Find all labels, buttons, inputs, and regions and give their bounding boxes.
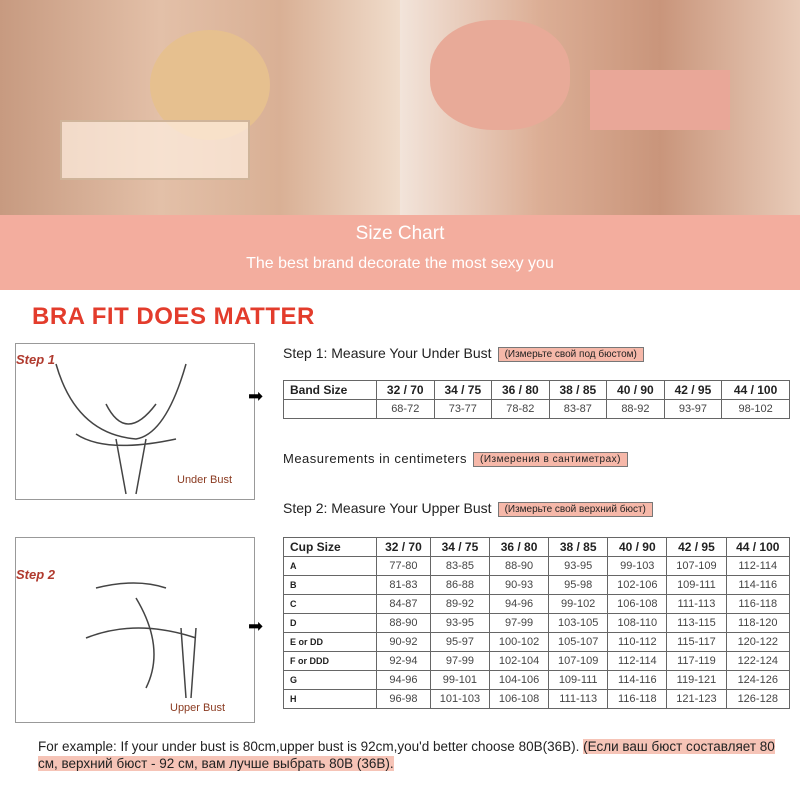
row-label-cell: B [284,576,377,595]
table-cell: 118-120 [726,614,790,633]
table-cell: 107-109 [549,652,608,671]
table-cell: 36 / 80 [492,381,550,400]
table-row [284,400,790,419]
table-cell: 98-102 [722,400,790,419]
table-cell: 114-116 [726,576,790,595]
table-header-row [284,381,790,400]
table-cell: 108-110 [608,614,667,633]
table-cell: 120-122 [726,633,790,652]
table-row [284,595,790,614]
table-cell: 99-102 [549,595,608,614]
table-cell: 112-114 [726,557,790,576]
table-cell: 93-97 [664,400,722,419]
table-cell: 83-85 [430,557,489,576]
table-cell: 93-95 [430,614,489,633]
table-cell: 113-115 [667,614,726,633]
table-cell: 111-113 [667,595,726,614]
table-cell: 116-118 [608,690,667,709]
table-cell: 107-109 [667,557,726,576]
units-note: Measurements in centimeters (Измерения в сантиметрах) [283,451,628,467]
table-cell: 93-95 [549,557,608,576]
table-cell: 34 / 75 [434,381,492,400]
table-cell: 89-92 [430,595,489,614]
table-row [284,671,790,690]
table-cell: 105-107 [549,633,608,652]
table-cell: 92-94 [377,652,431,671]
row-label-cell: H [284,690,377,709]
table-cell: 94-96 [490,595,549,614]
product-photo-back-pink-strap [400,0,800,215]
step1-label: Step 1 [16,352,56,367]
step2-caption: Upper Bust [170,702,226,714]
row-label-cell: D [284,614,377,633]
table-cell: 112-114 [608,652,667,671]
table-cell: 88-90 [490,557,549,576]
table-row [284,576,790,595]
table-cell: 106-108 [490,690,549,709]
table-cell: 116-118 [726,595,790,614]
table-header-row [284,538,790,557]
table-cell: 68-72 [377,400,435,419]
table-cell: 42 / 95 [667,538,726,557]
table-row [284,614,790,633]
table-cell: 109-111 [549,671,608,690]
table-cell: 44 / 100 [722,381,790,400]
step1-heading: Step 1: Measure Your Under Bust (Измерьте свой под бюстом) [283,345,644,362]
table-cell: 86-88 [430,576,489,595]
table-cell: 32 / 70 [377,538,431,557]
table-cell: 104-106 [490,671,549,690]
step2-heading: Step 2: Measure Your Upper Bust (Измерьте свой верхний бюст) [283,500,653,517]
table-cell: 88-92 [607,400,665,419]
table-cell: 40 / 90 [608,538,667,557]
table-cell: 102-104 [490,652,549,671]
arrow-right-icon: ➡ [248,616,264,636]
table-cell: 106-108 [608,595,667,614]
product-photo-back-clear-strap [0,0,400,215]
table-cell: 38 / 85 [549,381,607,400]
table-cell: 90-92 [377,633,431,652]
banner-subtitle: The best brand decorate the most sexy you [246,255,554,272]
banner-title: Size Chart [355,223,445,244]
row-label-cell: C [284,595,377,614]
row-label-cell: A [284,557,377,576]
table-cell: 109-111 [667,576,726,595]
arrow-right-icon: ➡ [248,386,264,406]
table-row [284,557,790,576]
table-cell: 36 / 80 [490,538,549,557]
table-cell: 34 / 75 [430,538,489,557]
table-cell: 44 / 100 [726,538,790,557]
table-cell: 97-99 [490,614,549,633]
step1-caption: Under Bust [177,474,233,486]
table-cell: 124-126 [726,671,790,690]
table-cell: 32 / 70 [377,381,435,400]
table-cell: 73-77 [434,400,492,419]
row-label-cell [284,400,377,419]
table-cell: 78-82 [492,400,550,419]
table-cell: 110-112 [608,633,667,652]
table-cell: 84-87 [377,595,431,614]
table-cell: 126-128 [726,690,790,709]
table-cell: 81-83 [377,576,431,595]
table-cell: 77-80 [377,557,431,576]
row-label-cell: E or DD [284,633,377,652]
headline: BRA FIT DOES MATTER [32,303,315,330]
table-cell: 90-93 [490,576,549,595]
table-cell: 100-102 [490,633,549,652]
cup-size-table [283,537,790,709]
table-cell: 119-121 [667,671,726,690]
size-chart-banner [0,215,800,290]
step2-illustration [15,537,255,723]
table-cell: 114-116 [608,671,667,690]
row-label-cell: Cup Size [284,538,377,557]
table-cell: 38 / 85 [549,538,608,557]
example-text: For example: If your under bust is 80cm,upper bust is 92cm,you'd better choose 80B(36B). (Если ваш бюст составляет 80 см, верхний бюст - 92 см, вам лучше выбрать 80B (36B). [38,739,775,771]
table-cell: 94-96 [377,671,431,690]
row-label-cell: F or DDD [284,652,377,671]
table-cell: 95-97 [430,633,489,652]
table-cell: 99-103 [608,557,667,576]
table-cell: 121-123 [667,690,726,709]
table-cell: 111-113 [549,690,608,709]
table-row [284,652,790,671]
table-cell: 102-106 [608,576,667,595]
upperbust-figure-icon [16,538,254,722]
table-cell: 95-98 [549,576,608,595]
band-size-table [283,380,790,419]
table-cell: 83-87 [549,400,607,419]
table-cell: 97-99 [430,652,489,671]
row-label-cell: Band Size [284,381,377,400]
table-cell: 122-124 [726,652,790,671]
table-cell: 115-117 [667,633,726,652]
table-row [284,690,790,709]
row-label-cell: G [284,671,377,690]
table-cell: 96-98 [377,690,431,709]
table-cell: 99-101 [430,671,489,690]
table-cell: 42 / 95 [664,381,722,400]
table-cell: 88-90 [377,614,431,633]
step2-label: Step 2 [16,567,56,582]
table-cell: 103-105 [549,614,608,633]
table-row [284,633,790,652]
table-cell: 40 / 90 [607,381,665,400]
table-cell: 117-119 [667,652,726,671]
table-cell: 101-103 [430,690,489,709]
